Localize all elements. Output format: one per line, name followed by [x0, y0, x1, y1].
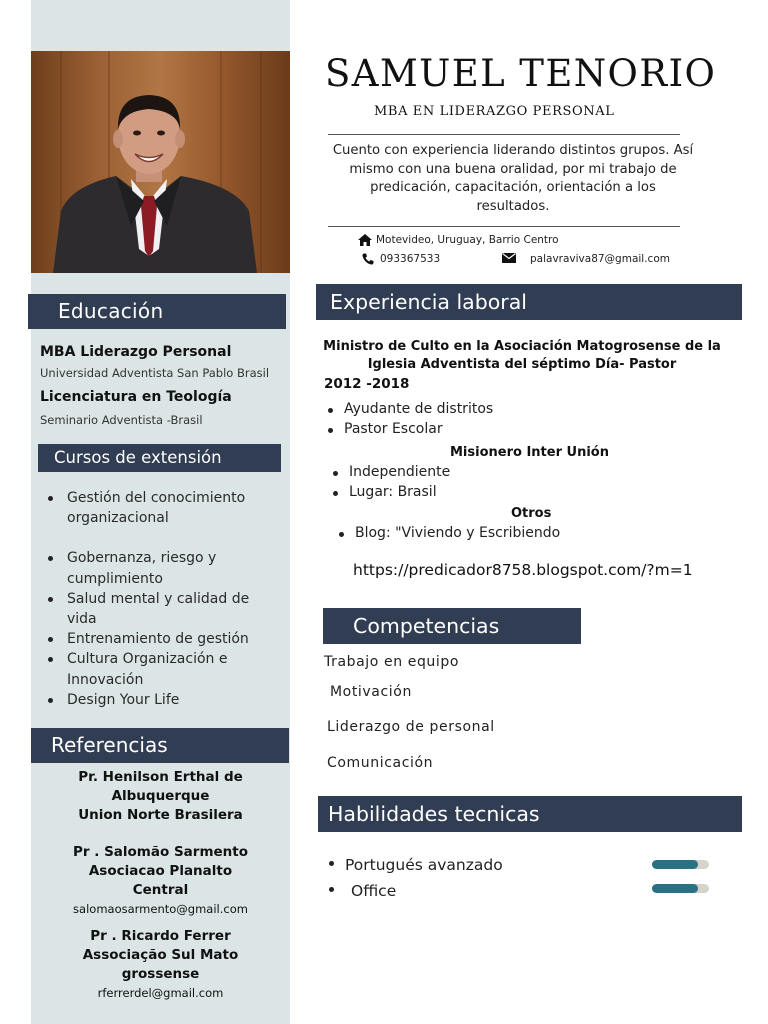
- mission-item: Independiente: [333, 463, 450, 483]
- reference-name: Pr. Henilson Erthal de Albuquerque Union Norte Brasilera: [78, 769, 243, 824]
- competency-item: Motivación: [330, 684, 412, 700]
- email-text[interactable]: palavraviva87@gmail.com: [530, 253, 670, 265]
- course-item: Cultura Organización e Innovación: [48, 649, 280, 689]
- education-degree-mba: MBA Liderazgo Personal: [40, 344, 232, 360]
- profile-photo: [31, 51, 290, 273]
- skill-level-fill: [652, 884, 698, 893]
- blog-link[interactable]: https://predicador8758.blogspot.com/?m=1: [353, 561, 693, 579]
- duties-list: [328, 400, 493, 439]
- reference-item: [31, 768, 290, 826]
- phone-icon: [362, 253, 376, 265]
- candidate-title: MBA EN LIDERAZGO PERSONAL: [374, 104, 615, 119]
- candidate-name: SAMUEL TENORIO: [325, 52, 717, 95]
- course-item: Salud mental y calidad de vida: [48, 589, 280, 629]
- courses-heading: Cursos de extensión: [38, 444, 281, 472]
- competencies-heading: Competencias: [323, 608, 581, 644]
- duty-item: Pastor Escolar: [328, 420, 493, 440]
- reference-email: rferrerdel@gmail.com: [97, 985, 224, 1000]
- reference-item: [31, 927, 290, 1001]
- education-school-theology: Seminario Adventista -Brasil: [40, 413, 203, 427]
- experience-role: Ministro de Culto en la Asociación Matogrosense de la Iglesia Adventista del séptimo Día- Pastor: [323, 339, 721, 372]
- reference-name: Pr . Ricardo Ferrer Associação Sul Mato grossense: [82, 928, 239, 983]
- courses-list: [48, 488, 280, 710]
- others-item: Blog: "Viviendo y Escribiendo: [339, 524, 560, 544]
- competency-item: Comunicación: [327, 755, 434, 771]
- phone-text: 093367533: [380, 253, 441, 265]
- skill-level-bar: [652, 860, 709, 869]
- skill-level-fill: [652, 860, 698, 869]
- others-heading: Otros: [511, 506, 552, 521]
- education-heading: Educación: [28, 294, 286, 329]
- skill-item: Portugués avanzado: [329, 853, 503, 879]
- skill-item: Office: [329, 879, 503, 905]
- divider: [328, 226, 680, 227]
- technical-skills-heading: Habilidades tecnicas: [318, 796, 742, 832]
- reference-email: salomaosarmento@gmail.com: [73, 901, 248, 916]
- contact-address: [358, 234, 559, 246]
- skill-level-bar: [652, 884, 709, 893]
- contact-email: [502, 253, 670, 265]
- course-item: Design Your Life: [48, 690, 280, 710]
- technical-skills-list: [329, 853, 503, 904]
- mail-icon: [502, 253, 516, 265]
- course-item: Gobernanza, riesgo y cumplimiento: [48, 548, 280, 588]
- course-item: Entrenamiento de gestión: [48, 629, 280, 649]
- others-list: [339, 524, 560, 544]
- divider: [328, 134, 680, 135]
- competency-item: Liderazgo de personal: [327, 719, 495, 735]
- reference-name: Pr . Salomão Sarmento Asociacao Planalto Central: [72, 844, 249, 899]
- mission-list: [333, 463, 450, 502]
- references-heading: Referencias: [31, 728, 289, 763]
- profile-summary: Cuento con experiencia liderando distintos grupos. Así mismo con una buena oralidad, por mi trabajo de predicación, capacitación, orientación a los resultados.: [332, 143, 694, 214]
- mission-heading: Misionero Inter Unión: [450, 445, 609, 460]
- course-item: Gestión del conocimiento organizacional: [48, 488, 280, 528]
- competency-item: Trabajo en equipo: [324, 654, 460, 670]
- experience-years: 2012 -2018: [324, 376, 410, 392]
- education-school-mba: Universidad Adventista San Pablo Brasil: [40, 366, 270, 380]
- education-degree-theology: Licenciatura en Teología: [40, 389, 232, 405]
- address-text: Motevideo, Uruguay, Barrio Centro: [376, 234, 559, 246]
- mission-item: Lugar: Brasil: [333, 483, 450, 503]
- reference-item: [31, 843, 290, 917]
- home-icon: [358, 234, 372, 246]
- duty-item: Ayudante de distritos: [328, 400, 493, 420]
- contact-phone: [362, 253, 440, 265]
- experience-heading: Experiencia laboral: [316, 284, 742, 320]
